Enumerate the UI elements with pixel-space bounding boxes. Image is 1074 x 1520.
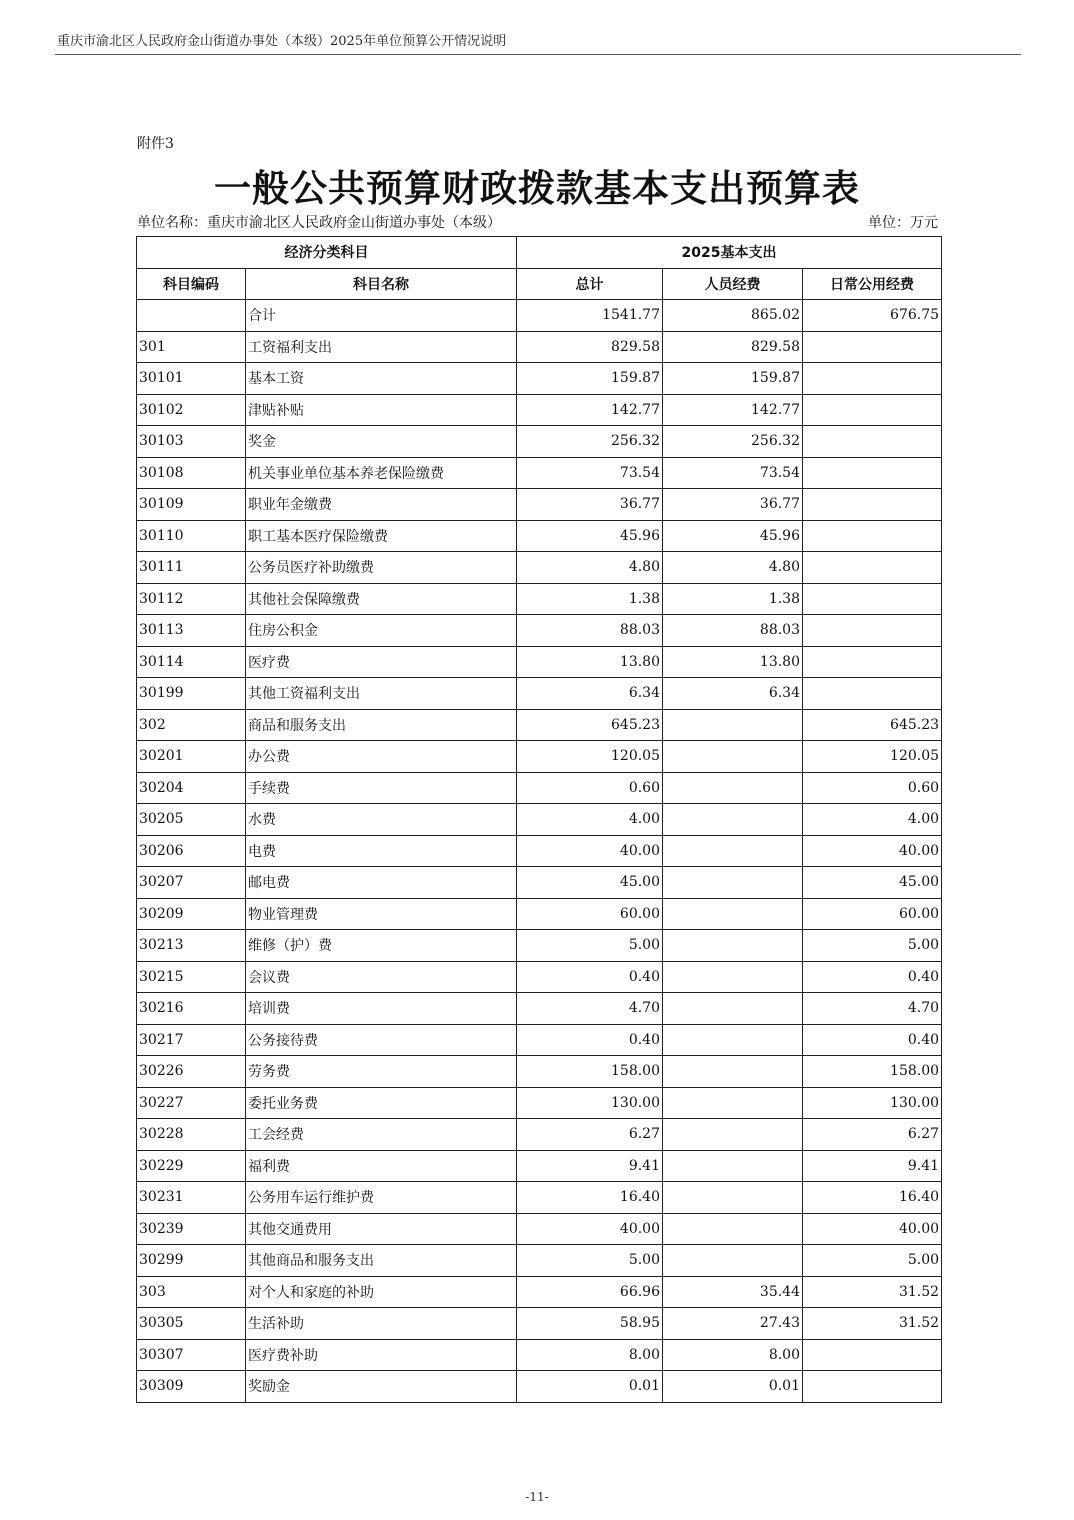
cell-public: 5.00 <box>803 1245 942 1277</box>
cell-total: 142.77 <box>517 394 663 426</box>
cell-code: 30110 <box>137 520 246 552</box>
table-row <box>137 1182 942 1214</box>
cell-code: 30199 <box>137 678 246 710</box>
cell-personnel: 73.54 <box>663 457 803 489</box>
running-header: 重庆市渝北区人民政府金山街道办事处（本级）2025年单位预算公开情况说明 <box>57 34 507 49</box>
budget-table <box>136 236 942 1403</box>
cell-code: 303 <box>137 1276 246 1308</box>
column-header-name: 科目名称 <box>246 268 517 300</box>
cell-personnel: 13.80 <box>663 646 803 678</box>
cell-total: 0.40 <box>517 961 663 993</box>
cell-public <box>803 520 942 552</box>
cell-code: 30207 <box>137 867 246 899</box>
page-number: -11- <box>525 1490 549 1504</box>
cell-public <box>803 457 942 489</box>
table-row <box>137 961 942 993</box>
cell-name: 基本工资 <box>246 363 517 395</box>
table-row <box>137 1276 942 1308</box>
cell-code: 30109 <box>137 489 246 521</box>
table-row <box>137 1056 942 1088</box>
cell-public: 16.40 <box>803 1182 942 1214</box>
cell-public: 0.40 <box>803 961 942 993</box>
cell-name: 电费 <box>246 835 517 867</box>
document-title: 一般公共预算财政拨款基本支出预算表 <box>214 167 860 210</box>
cell-code: 30114 <box>137 646 246 678</box>
table-row <box>137 300 942 332</box>
cell-code: 30213 <box>137 930 246 962</box>
cell-personnel: 142.77 <box>663 394 803 426</box>
table-row <box>137 1308 942 1340</box>
cell-code: 30111 <box>137 552 246 584</box>
cell-personnel: 88.03 <box>663 615 803 647</box>
column-header-total: 总计 <box>517 268 663 300</box>
cell-code: 30305 <box>137 1308 246 1340</box>
table-row <box>137 1371 942 1403</box>
table-row <box>137 678 942 710</box>
column-header-public: 日常公用经费 <box>803 268 942 300</box>
cell-code: 30309 <box>137 1371 246 1403</box>
cell-name: 维修（护）费 <box>246 930 517 962</box>
cell-personnel: 829.58 <box>663 331 803 363</box>
cell-total: 4.00 <box>517 804 663 836</box>
unit-name: 单位名称：重庆市渝北区人民政府金山街道办事处（本级） <box>137 215 501 231</box>
cell-public: 0.40 <box>803 1024 942 1056</box>
cell-name: 住房公积金 <box>246 615 517 647</box>
cell-total: 0.60 <box>517 772 663 804</box>
cell-public <box>803 363 942 395</box>
cell-public: 5.00 <box>803 930 942 962</box>
cell-name: 医疗费补助 <box>246 1339 517 1371</box>
table-row <box>137 552 942 584</box>
table-row <box>137 741 942 773</box>
cell-name: 工资福利支出 <box>246 331 517 363</box>
cell-code: 30228 <box>137 1119 246 1151</box>
cell-public <box>803 646 942 678</box>
cell-personnel: 256.32 <box>663 426 803 458</box>
cell-total: 0.40 <box>517 1024 663 1056</box>
cell-total: 130.00 <box>517 1087 663 1119</box>
cell-total: 36.77 <box>517 489 663 521</box>
cell-total: 5.00 <box>517 1245 663 1277</box>
cell-code: 30229 <box>137 1150 246 1182</box>
cell-name: 培训费 <box>246 993 517 1025</box>
cell-total: 40.00 <box>517 835 663 867</box>
cell-total: 58.95 <box>517 1308 663 1340</box>
cell-name: 福利费 <box>246 1150 517 1182</box>
cell-personnel: 4.80 <box>663 552 803 584</box>
cell-public: 6.27 <box>803 1119 942 1151</box>
cell-total: 256.32 <box>517 426 663 458</box>
cell-total: 45.96 <box>517 520 663 552</box>
cell-public: 4.70 <box>803 993 942 1025</box>
table-row <box>137 709 942 741</box>
budget-table-body <box>137 300 942 1403</box>
table-row <box>137 1150 942 1182</box>
cell-total: 6.27 <box>517 1119 663 1151</box>
cell-total: 1541.77 <box>517 300 663 332</box>
cell-code: 30112 <box>137 583 246 615</box>
cell-public: 31.52 <box>803 1308 942 1340</box>
cell-public <box>803 552 942 584</box>
cell-personnel: 27.43 <box>663 1308 803 1340</box>
cell-code: 30103 <box>137 426 246 458</box>
cell-name: 物业管理费 <box>246 898 517 930</box>
cell-code: 30108 <box>137 457 246 489</box>
cell-personnel <box>663 930 803 962</box>
cell-name: 手续费 <box>246 772 517 804</box>
cell-total: 159.87 <box>517 363 663 395</box>
cell-personnel: 8.00 <box>663 1339 803 1371</box>
cell-personnel <box>663 804 803 836</box>
cell-code: 30226 <box>137 1056 246 1088</box>
cell-public <box>803 678 942 710</box>
header-divider <box>55 54 1021 55</box>
cell-public: 45.00 <box>803 867 942 899</box>
cell-personnel: 35.44 <box>663 1276 803 1308</box>
table-row <box>137 772 942 804</box>
cell-total: 73.54 <box>517 457 663 489</box>
cell-code: 30209 <box>137 898 246 930</box>
cell-code: 302 <box>137 709 246 741</box>
group-header-expenditure: 2025基本支出 <box>517 237 942 269</box>
cell-name: 工会经费 <box>246 1119 517 1151</box>
cell-total: 8.00 <box>517 1339 663 1371</box>
cell-personnel: 45.96 <box>663 520 803 552</box>
cell-total: 9.41 <box>517 1150 663 1182</box>
cell-personnel: 865.02 <box>663 300 803 332</box>
cell-public: 120.05 <box>803 741 942 773</box>
cell-public: 676.75 <box>803 300 942 332</box>
cell-personnel <box>663 1182 803 1214</box>
cell-code: 30307 <box>137 1339 246 1371</box>
cell-total: 158.00 <box>517 1056 663 1088</box>
table-row <box>137 331 942 363</box>
cell-personnel <box>663 961 803 993</box>
table-row <box>137 394 942 426</box>
cell-name: 奖金 <box>246 426 517 458</box>
cell-public: 40.00 <box>803 1213 942 1245</box>
cell-name: 职工基本医疗保险缴费 <box>246 520 517 552</box>
cell-total: 4.80 <box>517 552 663 584</box>
table-row <box>137 646 942 678</box>
cell-code: 30299 <box>137 1245 246 1277</box>
cell-name: 商品和服务支出 <box>246 709 517 741</box>
cell-personnel <box>663 835 803 867</box>
table-row <box>137 835 942 867</box>
cell-public: 0.60 <box>803 772 942 804</box>
cell-personnel: 36.77 <box>663 489 803 521</box>
cell-name: 会议费 <box>246 961 517 993</box>
cell-name: 其他交通费用 <box>246 1213 517 1245</box>
cell-personnel <box>663 772 803 804</box>
cell-code: 301 <box>137 331 246 363</box>
table-row <box>137 1024 942 1056</box>
cell-public <box>803 615 942 647</box>
cell-code <box>137 300 246 332</box>
group-header-row <box>137 237 942 269</box>
cell-public: 31.52 <box>803 1276 942 1308</box>
cell-total: 5.00 <box>517 930 663 962</box>
table-row <box>137 898 942 930</box>
cell-name: 水费 <box>246 804 517 836</box>
table-row <box>137 583 942 615</box>
cell-code: 30113 <box>137 615 246 647</box>
cell-name: 津贴补贴 <box>246 394 517 426</box>
cell-personnel <box>663 1245 803 1277</box>
cell-public: 60.00 <box>803 898 942 930</box>
cell-personnel: 1.38 <box>663 583 803 615</box>
column-header-code: 科目编码 <box>137 268 246 300</box>
cell-personnel: 0.01 <box>663 1371 803 1403</box>
cell-name: 公务员医疗补助缴费 <box>246 552 517 584</box>
cell-public: 4.00 <box>803 804 942 836</box>
cell-name: 其他社会保障缴费 <box>246 583 517 615</box>
table-row <box>137 993 942 1025</box>
cell-personnel <box>663 1150 803 1182</box>
cell-public <box>803 394 942 426</box>
table-row <box>137 457 942 489</box>
cell-public <box>803 583 942 615</box>
cell-code: 30201 <box>137 741 246 773</box>
table-row <box>137 1213 942 1245</box>
cell-personnel: 159.87 <box>663 363 803 395</box>
table-row <box>137 804 942 836</box>
table-row <box>137 1245 942 1277</box>
column-header-row <box>137 268 942 300</box>
cell-total: 66.96 <box>517 1276 663 1308</box>
cell-code: 30231 <box>137 1182 246 1214</box>
cell-total: 645.23 <box>517 709 663 741</box>
cell-total: 4.70 <box>517 993 663 1025</box>
cell-name: 办公费 <box>246 741 517 773</box>
cell-total: 16.40 <box>517 1182 663 1214</box>
cell-total: 0.01 <box>517 1371 663 1403</box>
cell-personnel <box>663 741 803 773</box>
cell-public: 130.00 <box>803 1087 942 1119</box>
cell-name: 其他商品和服务支出 <box>246 1245 517 1277</box>
cell-personnel <box>663 898 803 930</box>
table-row <box>137 867 942 899</box>
cell-code: 30227 <box>137 1087 246 1119</box>
cell-personnel <box>663 993 803 1025</box>
table-row <box>137 489 942 521</box>
cell-personnel <box>663 1213 803 1245</box>
cell-personnel <box>663 1024 803 1056</box>
cell-code: 30216 <box>137 993 246 1025</box>
cell-public: 158.00 <box>803 1056 942 1088</box>
table-row <box>137 363 942 395</box>
cell-name: 对个人和家庭的补助 <box>246 1276 517 1308</box>
cell-personnel: 6.34 <box>663 678 803 710</box>
cell-name: 奖励金 <box>246 1371 517 1403</box>
cell-personnel <box>663 1056 803 1088</box>
cell-name: 合计 <box>246 300 517 332</box>
cell-public: 9.41 <box>803 1150 942 1182</box>
cell-code: 30101 <box>137 363 246 395</box>
cell-total: 45.00 <box>517 867 663 899</box>
table-row <box>137 1339 942 1371</box>
cell-name: 公务接待费 <box>246 1024 517 1056</box>
cell-total: 829.58 <box>517 331 663 363</box>
cell-code: 30102 <box>137 394 246 426</box>
table-row <box>137 930 942 962</box>
cell-public <box>803 489 942 521</box>
cell-public: 40.00 <box>803 835 942 867</box>
cell-name: 公务用车运行维护费 <box>246 1182 517 1214</box>
cell-total: 60.00 <box>517 898 663 930</box>
cell-public: 645.23 <box>803 709 942 741</box>
cell-personnel <box>663 867 803 899</box>
cell-code: 30239 <box>137 1213 246 1245</box>
cell-name: 劳务费 <box>246 1056 517 1088</box>
cell-public <box>803 1339 942 1371</box>
cell-personnel <box>663 709 803 741</box>
cell-name: 机关事业单位基本养老保险缴费 <box>246 457 517 489</box>
cell-total: 40.00 <box>517 1213 663 1245</box>
table-row <box>137 520 942 552</box>
attachment-label: 附件3 <box>137 136 174 152</box>
cell-name: 职业年金缴费 <box>246 489 517 521</box>
cell-public <box>803 331 942 363</box>
cell-name: 医疗费 <box>246 646 517 678</box>
cell-name: 生活补助 <box>246 1308 517 1340</box>
cell-total: 88.03 <box>517 615 663 647</box>
cell-personnel <box>663 1119 803 1151</box>
column-header-personnel: 人员经费 <box>663 268 803 300</box>
table-row <box>137 1119 942 1151</box>
group-header-classification: 经济分类科目 <box>137 237 517 269</box>
unit-measure: 单位：万元 <box>868 215 938 231</box>
cell-total: 6.34 <box>517 678 663 710</box>
cell-name: 委托业务费 <box>246 1087 517 1119</box>
cell-code: 30204 <box>137 772 246 804</box>
cell-name: 邮电费 <box>246 867 517 899</box>
cell-personnel <box>663 1087 803 1119</box>
table-row <box>137 615 942 647</box>
table-row <box>137 1087 942 1119</box>
cell-code: 30205 <box>137 804 246 836</box>
cell-public <box>803 426 942 458</box>
cell-code: 30215 <box>137 961 246 993</box>
cell-total: 1.38 <box>517 583 663 615</box>
cell-total: 120.05 <box>517 741 663 773</box>
table-row <box>137 426 942 458</box>
cell-code: 30217 <box>137 1024 246 1056</box>
cell-public <box>803 1371 942 1403</box>
cell-name: 其他工资福利支出 <box>246 678 517 710</box>
cell-code: 30206 <box>137 835 246 867</box>
cell-total: 13.80 <box>517 646 663 678</box>
